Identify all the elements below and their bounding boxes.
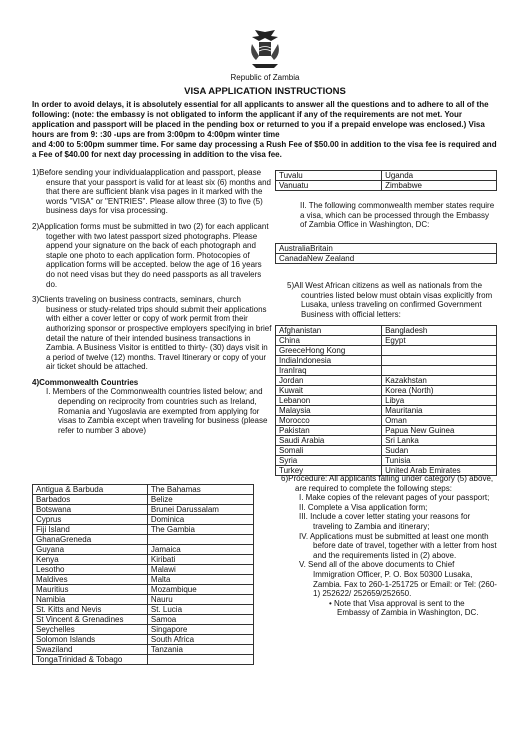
table-cell: IranIraq xyxy=(276,366,382,376)
table-cell: Kenya xyxy=(33,555,148,565)
table-cell xyxy=(147,655,253,665)
table-cell xyxy=(382,346,497,356)
table-cell xyxy=(147,535,253,545)
table-cell: Fiji Island xyxy=(33,525,148,535)
table-cell: Pakistan xyxy=(276,426,382,436)
table-cell: Antigua & Barbuda xyxy=(33,485,148,495)
table-cell: Turkey xyxy=(276,466,382,476)
table-row xyxy=(276,244,497,254)
table-cell: Jordan xyxy=(276,376,382,386)
table-cell: The Bahamas xyxy=(147,485,253,495)
table-row xyxy=(33,485,254,495)
table-row xyxy=(33,525,254,535)
table-row xyxy=(33,515,254,525)
table-cell: St. Lucia xyxy=(147,605,253,615)
table-cell: Tuvalu xyxy=(276,171,382,181)
table-row xyxy=(33,615,254,625)
table-cell: Malta xyxy=(147,575,253,585)
intro-paragraph xyxy=(32,100,502,160)
table-cell: Mozambique xyxy=(147,585,253,595)
table-row xyxy=(276,416,497,426)
table-row xyxy=(276,446,497,456)
procedure-step: III. Include a cover letter stating your reasons for traveling to Zambia and itinerary; xyxy=(299,512,471,531)
visa-required-table xyxy=(275,243,497,264)
table-row xyxy=(276,396,497,406)
table-row xyxy=(33,565,254,575)
table-cell: Singapore xyxy=(147,625,253,635)
commonwealth-table xyxy=(32,484,254,665)
table-cell: Saudi Arabia xyxy=(276,436,382,446)
table-cell: Jamaica xyxy=(147,545,253,555)
table-cell: GreeceHong Kong xyxy=(276,346,382,356)
table-cell: Morocco xyxy=(276,416,382,426)
table-cell: Belize xyxy=(147,495,253,505)
table-cell: Afghanistan xyxy=(276,326,382,336)
instruction-3: 3)Clients traveling on business contracts, seminars, church business or study-related trips should submit their applications with either a cover letter or copy of work permit from their authorizing sponsor or prospective employers specifying in brief detail the nature of their intended business transactions in Zambia. A Business Visitor is entitled to thirty- (30) days visit in a period of twelve (12) months. Travel Itinerary or copy of your air ticket should be attached. xyxy=(32,295,272,372)
table-cell: Zimbabwe xyxy=(382,181,497,191)
table-cell: Egypt xyxy=(382,336,497,346)
table-row xyxy=(276,181,497,191)
table-cell: Sri Lanka xyxy=(382,436,497,446)
procedure-step: I. Make copies of the relevant pages of your passport; xyxy=(299,493,490,503)
table-cell: Papua New Guinea xyxy=(382,426,497,436)
table-cell: Syria xyxy=(276,456,382,466)
procedure-step: II. Complete a Visa application form; xyxy=(299,502,428,512)
table-row xyxy=(276,456,497,466)
table-cell: Swaziland xyxy=(33,645,148,655)
table-cell: China xyxy=(276,336,382,346)
table-row xyxy=(33,625,254,635)
instruction-4-heading: 4)Commonwealth Countries xyxy=(32,377,139,387)
table-cell: Malawi xyxy=(147,565,253,575)
table-cell: Brunei Darussalam xyxy=(147,505,253,515)
table-row xyxy=(33,585,254,595)
approval-note: • Note that Visa approval is sent to the Embassy of Zambia in Washington, DC. xyxy=(329,598,479,618)
table-cell: Malaysia xyxy=(276,406,382,416)
procedure-step: IV. Applications must be submitted at least one month before date of travel, together with a letter from host and the requirements listed in (2) above. xyxy=(299,531,497,560)
instruction-4-sub: I. Members of the Commonwealth countries listed below; and depending on reciprocity from countries such as Ireland, Romania and Yugoslavia are exempted from applying for visas to Zambia except when traveling for business (please refer to number 3 above) xyxy=(46,387,268,435)
table-cell: The Gambia xyxy=(147,525,253,535)
table-cell: Somali xyxy=(276,446,382,456)
table-cell: IndiaIndonesia xyxy=(276,356,382,366)
table-row xyxy=(33,535,254,545)
table-row xyxy=(33,555,254,565)
table-row xyxy=(33,545,254,555)
table-row xyxy=(276,346,497,356)
table-row xyxy=(33,635,254,645)
instruction-1: 1)Before sending your individualapplication and passport, please ensure that your passport is valid for at least six (6) months and that there are sufficient blank visa pages in it marked with the words "VISA" or "ENTRIES". Please allow three (3) to five (5) business days for visa processing. xyxy=(32,168,271,216)
table-row xyxy=(276,336,497,346)
table-cell: Libya xyxy=(382,396,497,406)
table-cell: Sudan xyxy=(382,446,497,456)
table-cell: Cyprus xyxy=(33,515,148,525)
table-row xyxy=(33,505,254,515)
table-cell: Samoa xyxy=(147,615,253,625)
table-cell: Namibia xyxy=(33,595,148,605)
republic-label: Republic of Zambia xyxy=(230,73,300,82)
table-cell: Tunisia xyxy=(382,456,497,466)
table-row xyxy=(33,605,254,615)
table-cell: Seychelles xyxy=(33,625,148,635)
table-cell: Guyana xyxy=(33,545,148,555)
table-cell: Bangladesh xyxy=(382,326,497,336)
table-cell xyxy=(382,366,497,376)
table-cell: GhanaGreneda xyxy=(33,535,148,545)
table-cell: South Africa xyxy=(147,635,253,645)
zambia-coat-of-arms-icon xyxy=(246,28,284,72)
table-row xyxy=(276,406,497,416)
instruction-2: 2)Application forms must be submitted in two (2) for each applicant together with two latest passport sized photographs. Please append your signature on the back of each photograph and staple one photo to each application form. Photocopies of application forms will be accepted. below the age of 16 years do not need visas but they do need passports as all travelers do. xyxy=(32,221,269,289)
table-cell: Dominica xyxy=(147,515,253,525)
table-row xyxy=(276,376,497,386)
visa-required-note: II. The following commonwealth member states require a visa, which can be processed through the Embassy of Zambia Office in Washington, DC: xyxy=(300,201,495,230)
table-row xyxy=(276,171,497,181)
table-cell: Tanzania xyxy=(147,645,253,655)
table-row xyxy=(276,366,497,376)
table-row xyxy=(33,495,254,505)
table-cell: Mauritius xyxy=(33,585,148,595)
table-row xyxy=(33,655,254,665)
table-cell: Vanuatu xyxy=(276,181,382,191)
table-cell: Solomon Islands xyxy=(33,635,148,645)
table-row xyxy=(276,436,497,446)
table-cell: St. Kitts and Nevis xyxy=(33,605,148,615)
table-cell: Botswana xyxy=(33,505,148,515)
table-cell: Uganda xyxy=(382,171,497,181)
instruction-5: 5)All West African citizens as well as nationals from the countries listed below must obtain visas explicitly from Lusaka, unless traveling on confirmed Government Business with official letters: xyxy=(287,281,493,319)
table-cell: Maldives xyxy=(33,575,148,585)
table-row xyxy=(33,595,254,605)
table-cell: CanadaNew Zealand xyxy=(276,254,497,264)
table-row xyxy=(276,326,497,336)
table-cell xyxy=(382,356,497,366)
table-row xyxy=(276,254,497,264)
table-cell: Lebanon xyxy=(276,396,382,406)
commonwealth-table-continued xyxy=(275,170,497,191)
table-row xyxy=(276,356,497,366)
table-row xyxy=(33,575,254,585)
table-row xyxy=(33,645,254,655)
lusaka-visa-table xyxy=(275,325,497,476)
table-cell: Kuwait xyxy=(276,386,382,396)
table-cell: Lesotho xyxy=(33,565,148,575)
procedure-step: V. Send all of the above documents to Chief Immigration Officer, P. O. Box 50300 Lusaka, Zambia. Fax to 260-1-251725 or Email: or Tel: (260-1) 252622/ 252659/252650. xyxy=(299,560,497,599)
table-cell: Korea (North) xyxy=(382,386,497,396)
table-row xyxy=(276,386,497,396)
table-cell: Mauritania xyxy=(382,406,497,416)
intro-text-1: In order to avoid delays, it is absolutely essential for all applicants to answer all the questions and to adhere to all of the following: (note: the embassy is not obligated to inform the applicant if any of the requirements are not met. Your application and passport will be placed in the pending box or returned to you if a prepaid envelope was enclosed.) Visa hours are from 9: :30 -ups are from 3:00pm to 4:00pm winter time xyxy=(32,100,489,139)
instruction-6-heading: 6)Procedure: All applicants falling under category (5) above, are required to complete the following steps: xyxy=(281,474,494,493)
table-row xyxy=(276,426,497,436)
table-cell: St Vincent & Grenadines xyxy=(33,615,148,625)
table-cell: Nauru xyxy=(147,595,253,605)
table-cell: Kiribati xyxy=(147,555,253,565)
table-cell: Barbados xyxy=(33,495,148,505)
page-title: VISA APPLICATION INSTRUCTIONS xyxy=(184,86,346,97)
intro-text-2: and 4:00 to 5:00pm summer time. For same day processing a Rush Fee of $50.00 in addition to the visa fee is required and a Fee of $40.00 for next day processing in addition to the visa fee. xyxy=(32,140,497,159)
table-cell: Oman xyxy=(382,416,497,426)
table-cell: TongaTrinidad & Tobago xyxy=(33,655,148,665)
table-cell: United Arab Emirates xyxy=(382,466,497,476)
table-cell: Kazakhstan xyxy=(382,376,497,386)
table-cell: AustraliaBritain xyxy=(276,244,497,254)
